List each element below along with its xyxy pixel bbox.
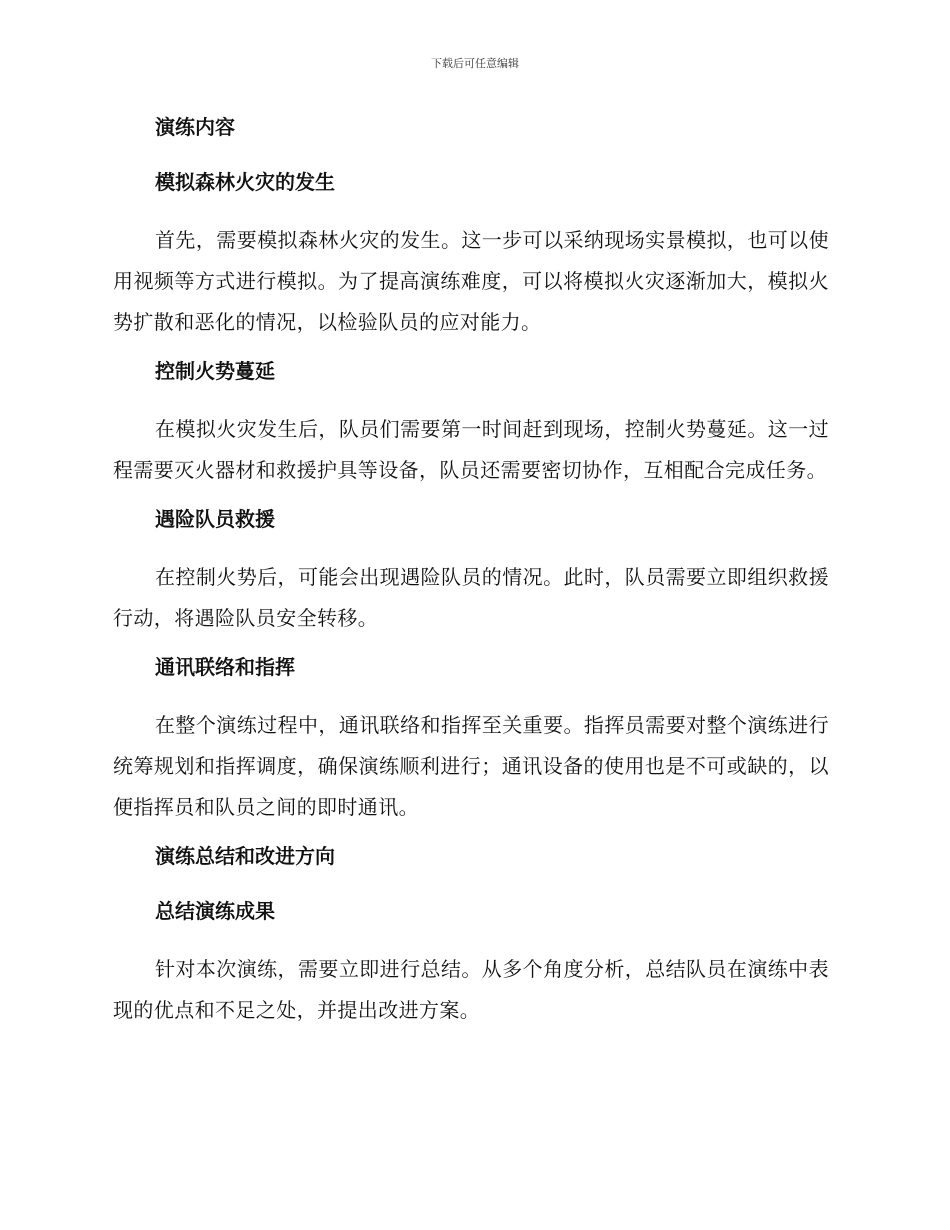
- paragraph-communication: 在整个演练过程中，通讯联络和指挥至关重要。指挥员需要对整个演练进行统筹规划和指挥调度，确保演练顺利进行；通讯设备的使用也是不可或缺的，以便指挥员和队员之间的即时通讯。: [113, 713, 829, 819]
- section-heading-drill-content: 演练内容: [155, 115, 235, 139]
- subsection-heading-communication: 通讯联络和指挥: [155, 655, 295, 679]
- paragraph-control-spread: 在模拟火灾发生后，队员们需要第一时间赶到现场，控制火势蔓延。这一过程需要灭火器材和救援护具等设备，队员还需要密切协作，互相配合完成任务。: [113, 417, 829, 482]
- subsection-heading-control-spread: 控制火势蔓延: [155, 359, 275, 383]
- paragraph-summary-results: 针对本次演练，需要立即进行总结。从多个角度分析，总结队员在演练中表现的优点和不足之处，并提出改进方案。: [113, 957, 829, 1022]
- subsection-heading-simulate-fire: 模拟森林火灾的发生: [155, 170, 335, 194]
- section-heading-summary-improvement: 演练总结和改进方向: [155, 844, 335, 868]
- header-note: 下载后可任意编辑: [431, 57, 519, 70]
- subsection-heading-summary-results: 总结演练成果: [155, 899, 275, 923]
- subsection-heading-rescue: 遇险队员救援: [155, 507, 275, 531]
- document-body: [113, 110, 829, 1042]
- paragraph-simulate-fire: 首先，需要模拟森林火灾的发生。这一步可以采纳现场实景模拟，也可以使用视频等方式进行模拟。为了提高演练难度，可以将模拟火灾逐渐加大，模拟火势扩散和恶化的情况，以检验队员的应对能力。: [113, 228, 829, 334]
- paragraph-rescue: 在控制火势后，可能会出现遇险队员的情况。此时，队员需要立即组织救援行动，将遇险队员安全转移。: [113, 565, 829, 630]
